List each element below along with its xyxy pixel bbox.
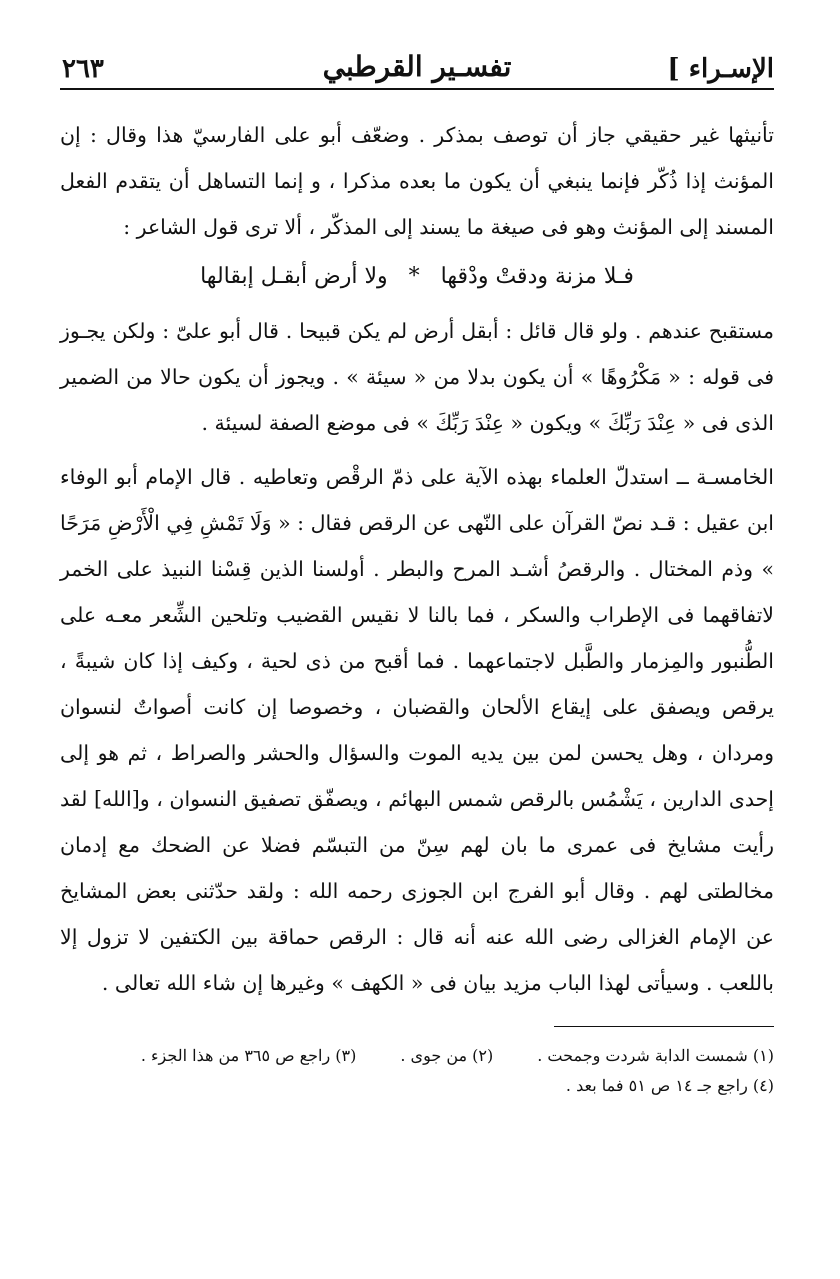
surah-name: الإسـراء ]: [667, 54, 774, 84]
verse-separator-icon: *: [408, 264, 420, 289]
footnote-4: (٤) راجع جـ ١٤ ص ٥١ فما بعد .: [565, 1076, 774, 1095]
paragraph-1: تأنيثها غير حقيقي جاز أن توصف بمذكر . وضعّف أبو على الفارسيّ هذا وقال : إن المؤنث إذا ذُكّر فإنما ينبغي أن يكون ما بعده مذكرا ، و إنما التساهل أن يتقدم الفعل المسند إلى المؤنث وهو فى صيغة ما يسند إلى المذكّر ، ألا ترى قول الشاعر :: [60, 123, 774, 239]
running-header: [60, 36, 774, 90]
footnote-3: (٣) راجع ص ٣٦٥ من هذا الجزء .: [140, 1046, 357, 1065]
paragraph-2: مستقبح عندهم . ولو قال قائل : أبقل أرض لم يكن قبيحا . قال أبو علىّ : ولكن يجـوز فى قوله : « مَكْرُوهًا » أن يكون بدلا من « سيئة » . ويجوز أن يكون حالا من الضمير الذى فى « عِنْدَ رَبِّكَ » ويكون « عِنْدَ رَبِّكَ » فى موضع الصفة لسيئة .: [60, 319, 774, 435]
verse-hemistich-first: فـلا مزنة ودقتْ ودْقها: [440, 264, 634, 289]
main-text: [60, 112, 774, 1006]
footnote-2: (٢) من جوى .: [400, 1046, 494, 1065]
poetry-verse: [60, 254, 774, 300]
footnote-row-2: [60, 1071, 774, 1101]
footnotes: [60, 1041, 774, 1101]
paragraph-3: الخامسـة ــ استدلّ العلماء بهذه الآية على ذمّ الرقْص وتعاطيه . قال الإمام أبو الوفاء ابن عقيل : قـد نصّ القرآن على النّهى عن الرقص فقال : « وَلَا تَمْشِ فِي الْأَرْضِ مَرَحًا » وذم المختال . والرقصُ أشـد المرح والبطر . أولسنا الذين قِسْنا النبيذ على الخمر لاتفاقهما فى الإطراب والسكر ، فما بالنا لا نقيس القضيب وتلحين الشِّعر معـه على الطُّنبور والمِزمار والطَّبل لاجتماعهما . فما أقبح من ذى لحية ، وكيف إذا كان شيبةً ، يرقص ويصفق على إيقاع الألحان والقضبان ، وخصوصا إن كانت أصواتٌ لنسوان ومردان ، وهل يحسن لمن بين يديه الموت والسؤال والحشر والصراط ، ثم هو إلى إحدى الدارين ، يَشْمُس بالرقص شمس البهائم ، ويصفّق تصفيق النسوان ، و[الله] لقد رأيت مشايخ فى عمرى ما بان لهم سِنّ من التبسّم فضلا عن الضحك مع إدمان مخالطتى لهم . وقال أبو الفرج ابن الجوزى رحمه الله : ولقد حدّثنى بعض المشايخ عن الإمام الغزالى رضى الله عنه أنه قال : الرقص حماقة بين الكتفين لا تزول إلا باللعب . وسيأتى لهذا الباب مزيد بيان فى « الكهف » وغيرها إن شاء الله تعالى .: [60, 465, 774, 995]
footnote-row-1: [60, 1041, 774, 1071]
book-title: تفسـير القرطبي: [322, 50, 512, 83]
verse-hemistich-second: ولا أرض أبقـل إبقالها: [200, 264, 388, 289]
footnote-1: (١) شمست الدابة شردت وجمحت .: [537, 1046, 774, 1065]
page-number: ٢٦٣: [62, 54, 104, 84]
footnote-divider: [554, 1026, 774, 1027]
